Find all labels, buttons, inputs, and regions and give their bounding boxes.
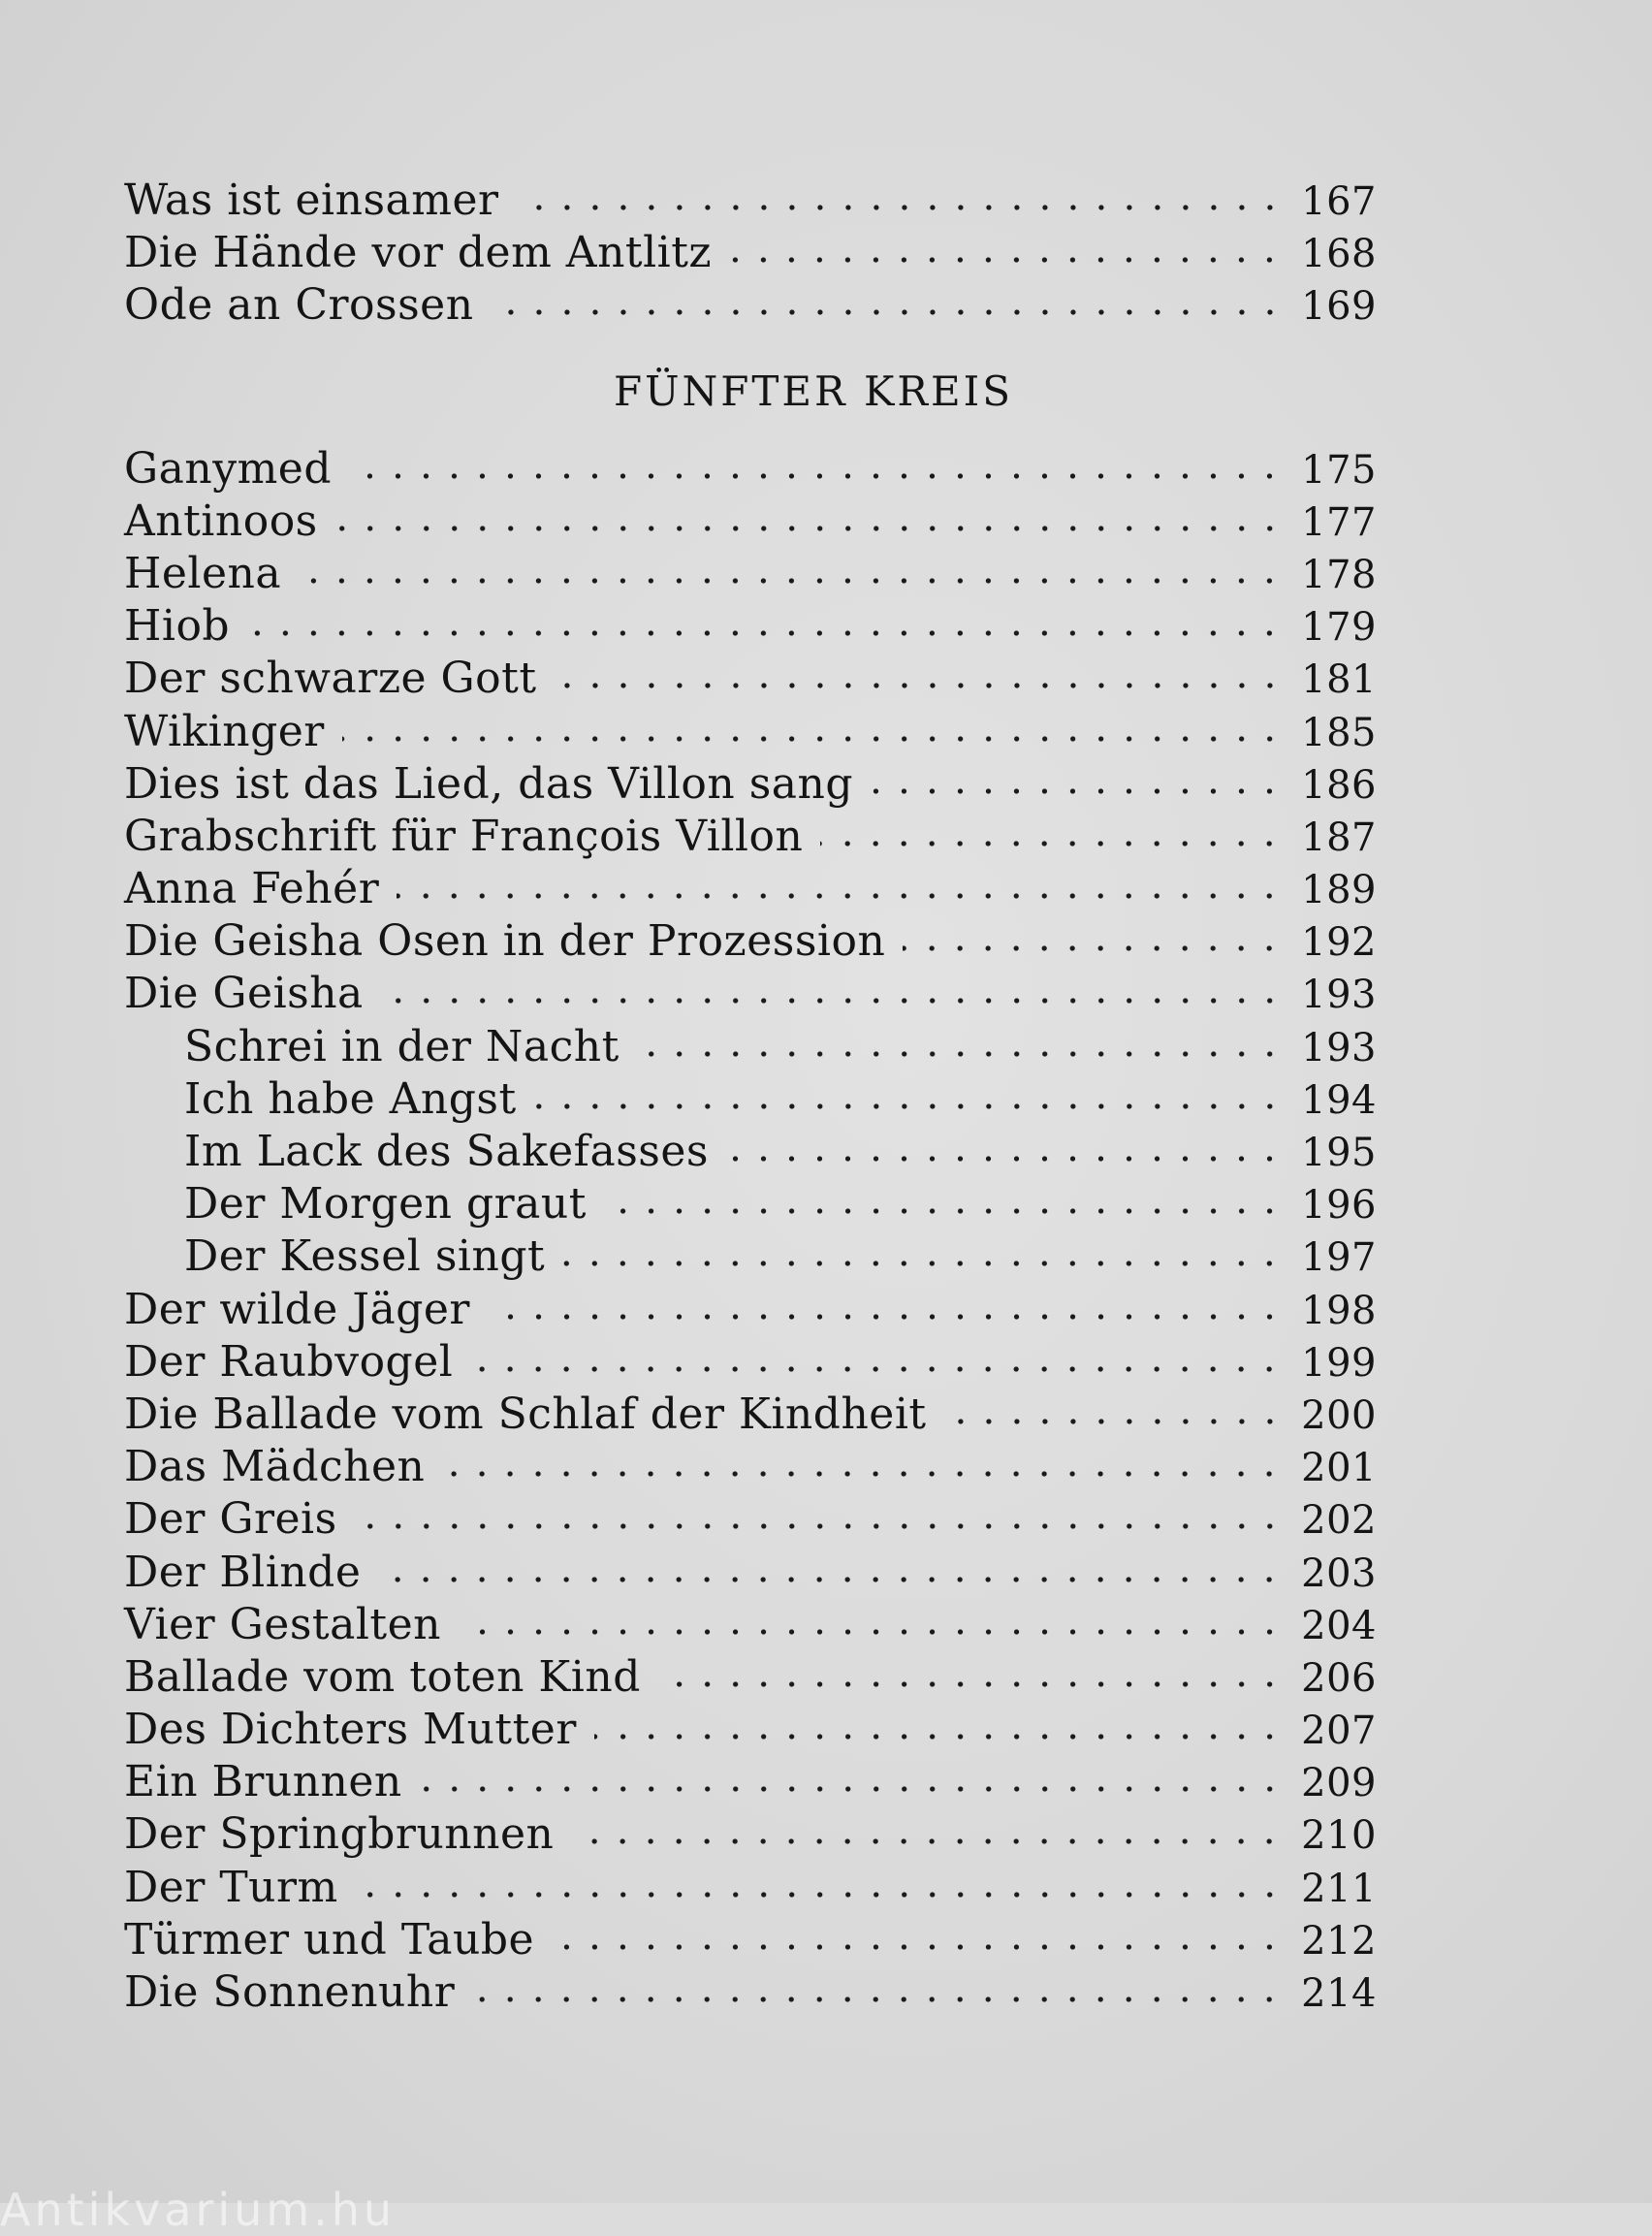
page-number: 178 [1301,552,1377,597]
toc-subentry [124,1230,1377,1283]
entry-title: Der Greis [124,1494,337,1545]
page-number: 200 [1301,1392,1377,1438]
page-number: 179 [1301,605,1377,651]
page-number: 211 [1301,1866,1377,1911]
toc-entry [124,863,1377,915]
entry-title: Grabschrift für François Villon [124,811,804,861]
dot-leader [571,1835,1284,1848]
toc-entry [124,1547,1377,1599]
dot-leader [562,1257,1284,1270]
toc-entry [124,1599,1377,1651]
dot-leader [397,889,1284,903]
toc-entry [124,706,1377,758]
dot-leader [903,942,1284,955]
page-number: 189 [1301,868,1377,913]
toc-entry [124,1704,1377,1756]
entry-title: Wikinger [124,706,325,756]
entry-title: Des Dichters Mutter [124,1705,577,1755]
toc-entry [124,1651,1377,1704]
entry-title: Die Geisha Osen in der Prozession [124,916,886,967]
toc-entry [124,758,1377,811]
dot-leader [492,305,1284,319]
dot-leader [604,1204,1284,1218]
page-number: 187 [1301,815,1377,860]
page-number: 210 [1301,1813,1377,1859]
dot-leader [342,732,1284,746]
page-number: 201 [1301,1446,1377,1491]
dot-leader [378,1573,1284,1586]
page-number: 203 [1301,1550,1377,1596]
page-number: 199 [1301,1340,1377,1386]
page-number: 194 [1301,1077,1377,1123]
page-number: 181 [1301,657,1377,703]
entry-title: Antinoos [124,495,318,546]
section-heading: FÜNFTER KREIS [613,367,1014,415]
toc-group [124,340,1377,2020]
toc-entry [124,600,1377,653]
entry-title: Die Geisha [124,969,364,1019]
dot-leader [356,1888,1284,1901]
entry-title: Ode an Crossen [124,280,474,331]
entry-title: Dies ist das Lied, das Villon sang [124,758,854,809]
dot-leader [534,1100,1284,1113]
page-number: 204 [1301,1603,1377,1648]
entry-title: Die Ballade vom Schlaf der Kindheit [124,1389,927,1439]
entry-title: Ganymed [124,443,333,494]
dot-leader [420,1782,1284,1796]
toc-entry [124,1284,1377,1336]
toc-entry [124,279,1377,332]
page-number: 169 [1301,284,1377,330]
table-of-contents [124,175,1377,2019]
dot-leader [470,1362,1284,1376]
entry-title: Türmer und Taube [124,1914,535,1964]
page-number: 197 [1301,1235,1377,1281]
entry-title: Im Lack des Sakefasses [184,1127,709,1176]
toc-entry [124,811,1377,863]
dot-leader [729,253,1284,267]
watermark: Antikvarium.hu [0,2184,397,2236]
toc-subentry [124,1126,1377,1178]
entry-title: Hiob [124,601,231,652]
toc-entry [124,1441,1377,1493]
entry-title: Was ist einsamer [124,176,499,225]
entry-title: Die Sonnenuhr [124,1967,456,2017]
toc-entry [124,1336,1377,1389]
dot-leader [637,1047,1284,1061]
dot-leader [552,1940,1284,1954]
dot-leader [355,1519,1284,1533]
entry-title: Das Mädchen [124,1442,426,1492]
dot-leader [442,1467,1284,1481]
toc-entry [124,495,1377,548]
toc-subentry [124,1021,1377,1073]
entry-title: Der wilde Jäger [124,1284,470,1334]
dot-leader [517,201,1284,214]
toc-entry [124,1493,1377,1546]
entry-title: Der Morgen graut [184,1179,587,1230]
page-number: 196 [1301,1183,1377,1229]
entry-title: Vier Gestalten [124,1599,441,1649]
page-number: 192 [1301,920,1377,966]
dot-leader [349,469,1284,483]
toc-entry [124,227,1377,279]
page-number: 206 [1301,1655,1377,1701]
toc-subentry [124,1073,1377,1126]
toc-entry [124,1914,1377,1966]
page-number: 214 [1301,1971,1377,2016]
dot-leader [658,1677,1284,1691]
page-number: 167 [1301,179,1377,224]
dot-leader [299,574,1284,588]
page-number: 212 [1301,1918,1377,1964]
dot-leader [555,679,1284,692]
toc-group [124,175,1377,333]
toc-entry [124,1389,1377,1441]
page-number: 198 [1301,1288,1377,1333]
dot-leader [726,1152,1284,1166]
toc-entry [124,1966,1377,2019]
entry-title: Schrei in der Nacht [184,1021,620,1071]
toc-entry [124,915,1377,968]
toc-entry [124,175,1377,227]
dot-leader [381,994,1284,1007]
entry-title: Der Turm [124,1862,338,1912]
entry-title: Der Raubvogel [124,1336,454,1387]
dot-leader [944,1415,1284,1428]
entry-title: Der schwarze Gott [124,654,537,704]
toc-subentry [124,1178,1377,1230]
entry-title: Ich habe Angst [184,1073,517,1124]
page-number: 186 [1301,762,1377,808]
entry-title: Die Hände vor dem Antlitz [124,228,713,278]
entry-title: Der Springbrunnen [124,1809,555,1860]
toc-entry [124,1808,1377,1861]
page-number: 193 [1301,973,1377,1018]
entry-title: Der Blinde [124,1547,362,1597]
page-number: 202 [1301,1498,1377,1544]
dot-leader [247,626,1284,640]
page-number: 168 [1301,232,1377,277]
entry-title: Ein Brunnen [124,1757,402,1807]
toc-entry [124,653,1377,705]
toc-entry [124,1862,1377,1914]
toc-entry [124,548,1377,600]
page-number: 195 [1301,1131,1377,1175]
entry-title: Anna Fehér [124,864,380,914]
page-number: 209 [1301,1761,1377,1806]
dot-leader [335,522,1284,535]
dot-leader [820,837,1284,850]
entry-title: Der Kessel singt [184,1231,546,1282]
dot-leader [459,1625,1284,1639]
dot-leader [871,784,1284,798]
page-number: 177 [1301,499,1377,545]
toc-entry [124,443,1377,495]
entry-title: Ballade vom toten Kind [124,1651,641,1702]
entry-title: Helena [124,548,282,598]
dot-leader [594,1730,1284,1743]
dot-leader [472,1993,1284,2006]
toc-entry [124,968,1377,1020]
dot-leader [488,1310,1284,1324]
page-number: 175 [1301,447,1377,493]
page-number: 207 [1301,1709,1377,1754]
page-number: 193 [1301,1025,1377,1070]
toc-entry [124,1756,1377,1808]
page-number: 185 [1301,710,1377,755]
